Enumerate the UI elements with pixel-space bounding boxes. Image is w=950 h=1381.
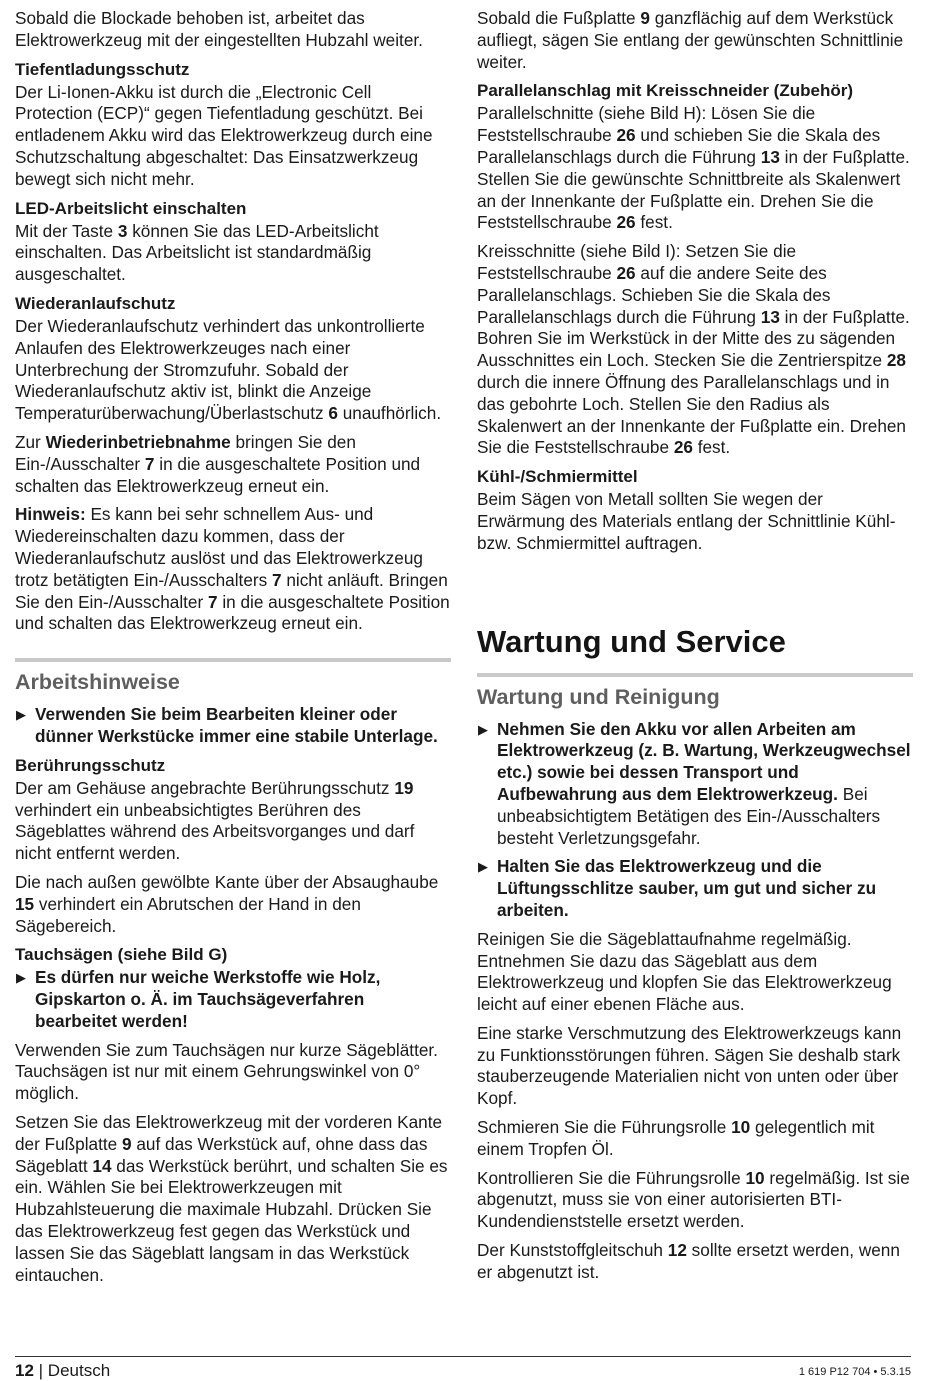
paragraph: Beim Sägen von Metall sollten Sie wegen der Erwärmung des Materials entlang der Schnittlinie Kühl- bzw. Schmiermittel auftragen. xyxy=(477,489,896,553)
chapter-title: Wartung und Service xyxy=(477,623,786,659)
subheading-kuehlmittel: Kühl-/Schmiermittel xyxy=(477,467,638,487)
paragraph: Zur Wiederinbetriebnahme bringen Sie den Ein-/Ausschalter 7 in die ausgeschaltete Position und schalten das Elektrowerkzeug erneut ein. xyxy=(15,431,421,496)
paragraph: Parallelschnitte (siehe Bild H): Lösen Sie die Feststellschraube 26 und schieben Sie die Skala des Parallelanschlags durch die Führung 13 in der Fußplatte. Stellen Sie die gewünschte Schnittbreite als Skalenwert an der Innenkante der Fußplatte ein. Drehen Sie die Feststellschraube 26 fest. xyxy=(477,103,910,233)
section-title: Arbeitshinweise xyxy=(15,670,180,695)
page-footer xyxy=(15,1356,911,1380)
right-column xyxy=(477,8,913,1291)
subheading-wiederanlauf: Wiederanlaufschutz xyxy=(15,293,176,313)
bullet-item: ▶ Verwenden Sie beim Bearbeiten kleiner oder dünner Werkstücke immer eine stabile Unterlage. xyxy=(16,704,438,746)
footer-language: Deutsch xyxy=(47,1361,111,1380)
subheading-tiefentladung: Tiefentladungsschutz xyxy=(15,59,190,79)
paragraph: Der am Gehäuse angebrachte Berührungsschutz 19 verhindert ein unbeabsichtigtes Berühren des Sägeblattes während des Arbeitsvorganges und darf nicht entfernt werden. xyxy=(15,777,415,864)
subheading-tauchsaegen: Tauchsägen (siehe Bild G) xyxy=(15,945,228,965)
section-wartung-reinigung xyxy=(477,673,913,711)
paragraph: Reinigen Sie die Sägeblattaufnahme regelmäßig. Entnehmen Sie dazu das Sägeblatt aus dem Elektrowerkzeug und klopfen Sie das Elektrowerkzeug leicht auf einer ebenen Fläche aus. xyxy=(477,928,892,1015)
paragraph: Sobald die Blockade behoben ist, arbeitet das Elektrowerkzeug mit der eingestellten Hubzahl weiter. xyxy=(15,8,423,50)
subheading-parallelanschlag: Parallelanschlag mit Kreisschneider (Zubehör) xyxy=(477,81,854,101)
paragraph: Eine starke Verschmutzung des Elektrowerkzeugs kann zu Funktionsstörungen führen. Sägen Sie deshalb stark stauberzeugende Materialien nicht von unten oder über Kopf. xyxy=(477,1022,902,1109)
paragraph: Der Wiederanlaufschutz verhindert das unkontrollierte Anlaufen des Elektrowerkzeuges nach einer Unterbrechung der Stromzufuhr. Sobald der Wiederanlaufschutz aktiv ist, blinkt die Anzeige Temperaturüberwachung/Überlastschutz 6 unaufhörlich. xyxy=(15,315,442,424)
paragraph: Mit der Taste 3 können Sie das LED-Arbeitslicht einschalten. Das Arbeitslicht ist standardmäßig ausgeschaltet. xyxy=(15,220,379,285)
paragraph: Der Kunststoffgleitschuh 12 sollte ersetzt werden, wenn er abgenutzt ist. xyxy=(477,1240,900,1282)
left-column xyxy=(15,8,451,1293)
paragraph: Schmieren Sie die Führungsrolle 10 gelegentlich mit einem Tropfen Öl. xyxy=(477,1117,875,1159)
page-number: 12 xyxy=(15,1361,34,1380)
note-paragraph: Hinweis: Es kann bei sehr schnellem Aus- und Wiedereinschalten dazu kommen, dass der Wiederanlaufschutz auslöst und das Elektrowerkzeug trotz betätigten Ein-/Ausschalters 7 nicht anläuft. Bringen Sie den Ein-/Ausschalter 7 in die ausgeschaltete Position und schalten das Elektrowerkzeug erneut ein. xyxy=(15,504,450,634)
footer-doc-code: 1 619 P12 704 • 5.3.15 xyxy=(798,1366,911,1378)
paragraph: Sobald die Fußplatte 9 ganzflächig auf dem Werkstück aufliegt, sägen Sie entlang der gewünschten Schnittlinie weiter. xyxy=(477,8,904,72)
section-arbeitshinweise xyxy=(15,658,451,696)
bullet-item: ▶ Es dürfen nur weiche Werkstoffe wie Holz, Gipskarton o. Ä. im Tauchsägeverfahren bearbeitet werden! xyxy=(16,967,381,1031)
paragraph: Setzen Sie das Elektrowerkzeug mit der vorderen Kante der Fußplatte 9 auf das Werkstück auf, ohne dass das Sägeblatt 14 das Werkstück berührt, und schalten Sie es ein. Wählen Sie bei Elektrowerkzeugen mit Hubzahlsteuerung die maximale Hubzahl. Drücken Sie das Elektrowerkzeug fest gegen das Werkstück und lassen Sie das Sägeblatt langsam in das Werkstück eintauchen. xyxy=(15,1112,448,1285)
paragraph: Verwenden Sie zum Tauchsägen nur kurze Sägeblätter. Tauchsägen ist nur mit einem Gehrungswinkel von 0° möglich. xyxy=(15,1039,438,1104)
paragraph: Der Li-Ionen-Akku ist durch die „Electronic Cell Protection (ECP)“ gegen Tiefentladung geschützt. Bei entladenem Akku wird das Elektrowerkzeug durch eine Schutzschaltung abgeschaltet: Das Einsatzwerkzeug bewegt sich nicht mehr. xyxy=(15,81,433,189)
subheading-beruehrungsschutz: Berührungsschutz xyxy=(15,755,166,775)
triangle-right-icon: ▶ xyxy=(16,707,26,723)
section-title: Wartung und Reinigung xyxy=(477,684,720,709)
footer-page-info xyxy=(15,1361,110,1381)
footer-separator: | xyxy=(33,1361,48,1380)
paragraph: Die nach außen gewölbte Kante über der Absaughaube 15 verhindert ein Abrutschen der Hand in den Sägebereich. xyxy=(15,871,439,936)
triangle-right-icon: ▶ xyxy=(478,721,488,737)
triangle-right-icon: ▶ xyxy=(16,970,26,986)
triangle-right-icon: ▶ xyxy=(478,859,488,875)
bullet-item: ▶ Nehmen Sie den Akku vor allen Arbeiten am Elektrowerkzeug (z. B. Wartung, Werkzeugwechsel etc.) sowie bei dessen Transport und Aufbewahrung aus dem Elektrowerkzeug. Bei unbeabsichtigtem Betätigen des Ein-/Ausschalters besteht Verletzungsgefahr. xyxy=(478,718,911,848)
paragraph: Kreisschnitte (siehe Bild I): Setzen Sie die Feststellschraube 26 auf die andere Seite des Parallelanschlags. Schieben Sie die Skala des Parallelanschlags durch die Führung 13 in der Fußplatte. Bohren Sie im Werkstück in der Mitte des zu sägenden Ausschnittes ein Loch. Stecken Sie die Zentrierspitze 28 durch die innere Öffnung des Parallelanschlags und in das gebohrte Loch. Stellen Sie den Radius als Skalenwert an der Innenkante der Fußplatte ein. Drehen Sie die Feststellschraube 26 fest. xyxy=(477,241,910,458)
bullet-item: ▶ Halten Sie das Elektrowerkzeug und die Lüftungsschlitze sauber, um gut und sicher zu arbeiten. xyxy=(478,856,877,920)
subheading-led-light: LED-Arbeitslicht einschalten xyxy=(15,198,247,218)
paragraph: Kontrollieren Sie die Führungsrolle 10 regelmäßig. Ist sie abgenutzt, muss sie von einer autorisierten BTI-Kundendienststelle ersetzt werden. xyxy=(477,1167,910,1232)
